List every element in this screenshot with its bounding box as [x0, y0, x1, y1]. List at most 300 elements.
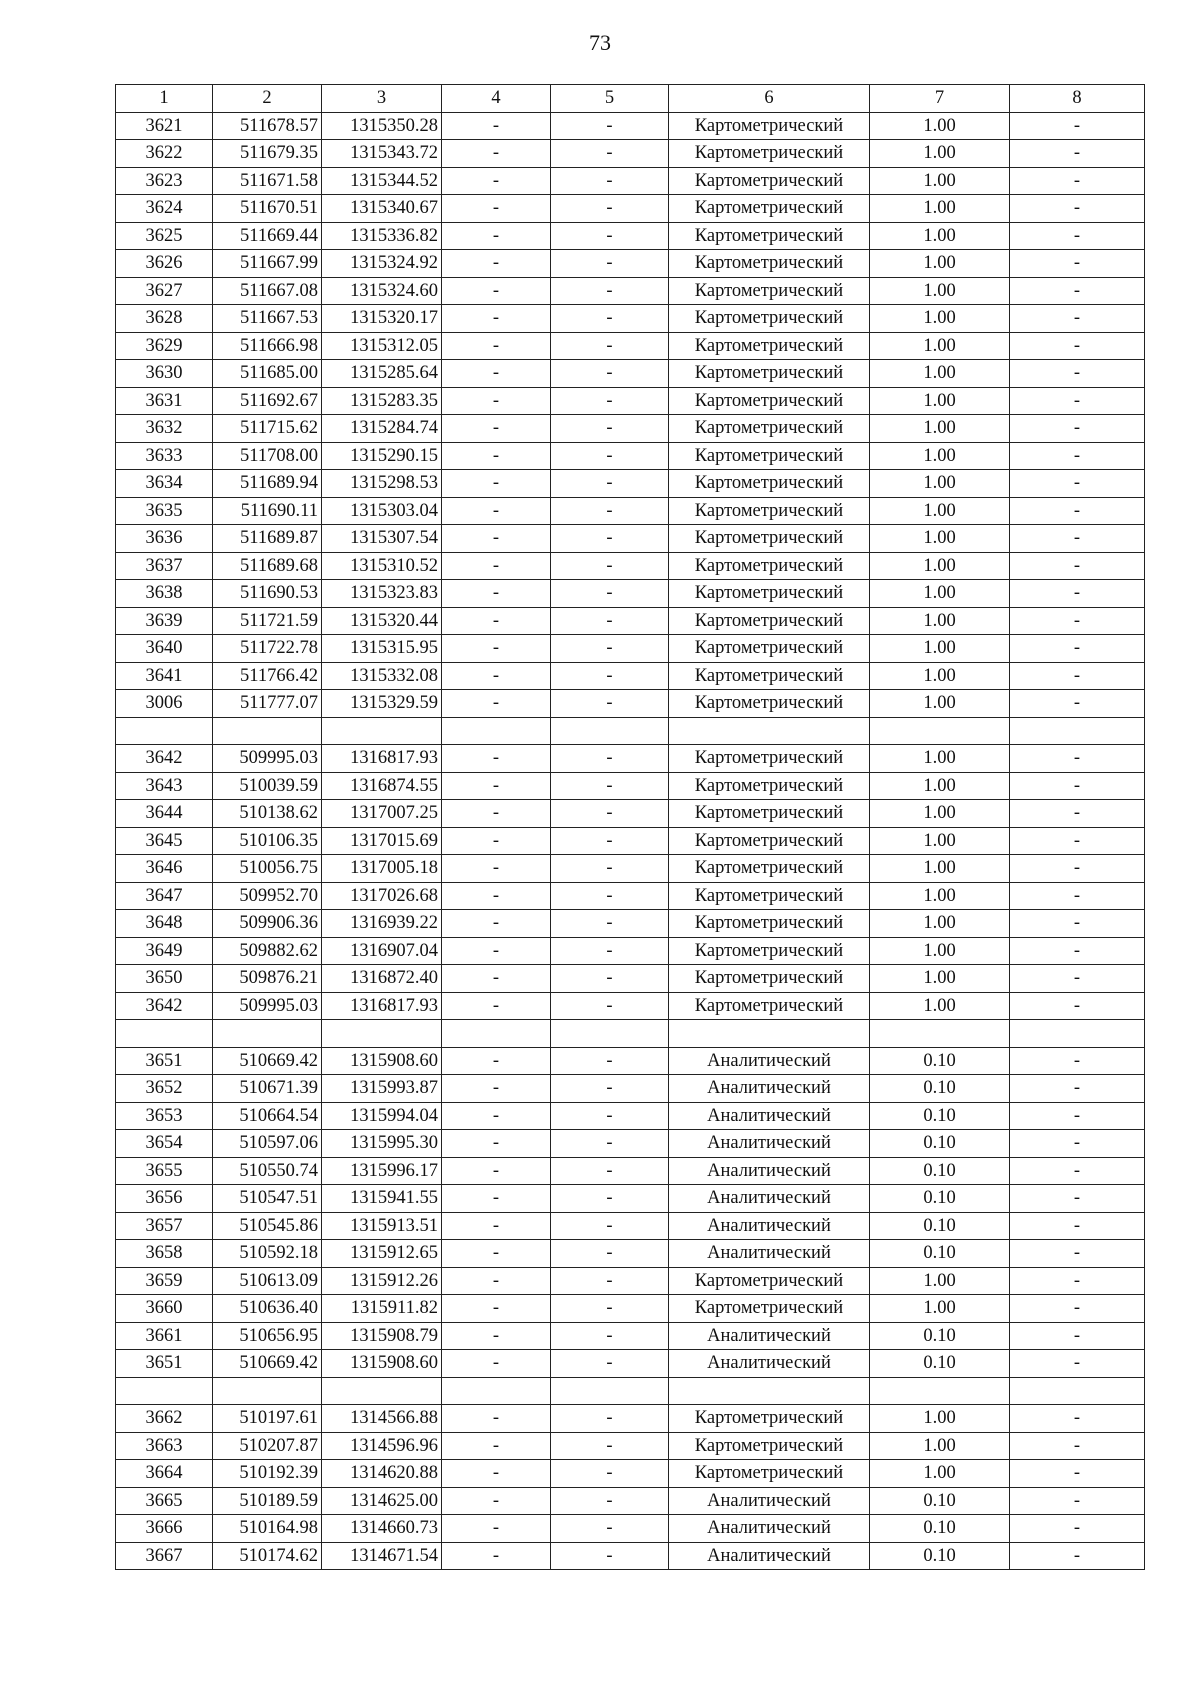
table-cell: -: [551, 1075, 669, 1103]
table-body: [116, 112, 1145, 1570]
table-cell: -: [551, 1267, 669, 1295]
table-cell: 3658: [116, 1240, 213, 1268]
table-cell: 511685.00: [213, 360, 322, 388]
table-cell: -: [551, 1157, 669, 1185]
table-cell: -: [442, 222, 551, 250]
table-cell: 1.00: [870, 745, 1010, 773]
table-cell: 3625: [116, 222, 213, 250]
table-cell: -: [551, 827, 669, 855]
table-cell: 510174.62: [213, 1542, 322, 1570]
column-header: 4: [442, 85, 551, 113]
table-cell: 3657: [116, 1212, 213, 1240]
empty-cell: [669, 1020, 870, 1048]
table-cell: Картометрический: [669, 305, 870, 333]
table-cell: 511689.87: [213, 525, 322, 553]
table-cell: 3651: [116, 1350, 213, 1378]
table-cell: -: [551, 1322, 669, 1350]
table-cell: 1.00: [870, 250, 1010, 278]
table-cell: -: [442, 662, 551, 690]
table-cell: Картометрический: [669, 360, 870, 388]
table-cell: Картометрический: [669, 772, 870, 800]
table-cell: Картометрический: [669, 167, 870, 195]
table-cell: 510613.09: [213, 1267, 322, 1295]
table-cell: 1316872.40: [322, 965, 442, 993]
table-cell: 510597.06: [213, 1130, 322, 1158]
table-cell: 0.10: [870, 1185, 1010, 1213]
coordinates-table: [115, 84, 1145, 1570]
table-cell: -: [442, 525, 551, 553]
table-cell: -: [1010, 1047, 1145, 1075]
table-cell: 510664.54: [213, 1102, 322, 1130]
table-cell: Картометрический: [669, 580, 870, 608]
table-cell: 1314620.88: [322, 1460, 442, 1488]
table-cell: 511667.08: [213, 277, 322, 305]
table-cell: -: [1010, 250, 1145, 278]
table-cell: -: [551, 1130, 669, 1158]
table-cell: 1.00: [870, 1460, 1010, 1488]
table-cell: -: [551, 1047, 669, 1075]
table-cell: 3637: [116, 552, 213, 580]
table-cell: -: [551, 1460, 669, 1488]
table-cell: -: [442, 690, 551, 718]
table-cell: -: [442, 937, 551, 965]
table-cell: 3631: [116, 387, 213, 415]
table-cell: 3659: [116, 1267, 213, 1295]
table-cell: 1.00: [870, 415, 1010, 443]
table-cell: -: [442, 195, 551, 223]
table-cell: Картометрический: [669, 1295, 870, 1323]
table-cell: -: [442, 1295, 551, 1323]
table-cell: Аналитический: [669, 1212, 870, 1240]
table-cell: 1.00: [870, 827, 1010, 855]
table-cell: 1.00: [870, 222, 1010, 250]
table-cell: -: [1010, 937, 1145, 965]
table-cell: 3652: [116, 1075, 213, 1103]
table-cell: -: [442, 1102, 551, 1130]
table-cell: 3650: [116, 965, 213, 993]
table-cell: 1316817.93: [322, 745, 442, 773]
table-cell: 3649: [116, 937, 213, 965]
table-cell: 0.10: [870, 1487, 1010, 1515]
table-cell: Аналитический: [669, 1322, 870, 1350]
table-cell: 1315908.79: [322, 1322, 442, 1350]
table-row: [116, 1157, 1145, 1185]
table-cell: 1.00: [870, 965, 1010, 993]
table-cell: 0.10: [870, 1157, 1010, 1185]
table-row: [116, 277, 1145, 305]
table-cell: 3662: [116, 1405, 213, 1433]
table-cell: -: [1010, 827, 1145, 855]
table-cell: 1315911.82: [322, 1295, 442, 1323]
table-cell: 511715.62: [213, 415, 322, 443]
table-cell: 3623: [116, 167, 213, 195]
table-cell: 1317015.69: [322, 827, 442, 855]
empty-cell: [1010, 1377, 1145, 1405]
table-cell: 1315993.87: [322, 1075, 442, 1103]
table-cell: -: [551, 745, 669, 773]
table-cell: 1.00: [870, 497, 1010, 525]
table-cell: -: [442, 800, 551, 828]
empty-cell: [551, 1020, 669, 1048]
table-cell: Картометрический: [669, 937, 870, 965]
table-cell: 1315320.17: [322, 305, 442, 333]
empty-cell: [116, 717, 213, 745]
table-cell: 1315908.60: [322, 1047, 442, 1075]
table-cell: -: [1010, 387, 1145, 415]
table-cell: -: [551, 1432, 669, 1460]
table-cell: 1315290.15: [322, 442, 442, 470]
table-cell: 1315323.83: [322, 580, 442, 608]
table-row: [116, 112, 1145, 140]
table-cell: 3636: [116, 525, 213, 553]
table-cell: 509882.62: [213, 937, 322, 965]
table-cell: 1315340.67: [322, 195, 442, 223]
table-cell: -: [551, 552, 669, 580]
table-cell: -: [442, 442, 551, 470]
table-cell: Картометрический: [669, 332, 870, 360]
table-cell: 1315996.17: [322, 1157, 442, 1185]
empty-cell: [116, 1377, 213, 1405]
table-cell: 0.10: [870, 1240, 1010, 1268]
table-cell: -: [551, 992, 669, 1020]
table-cell: 1.00: [870, 992, 1010, 1020]
table-cell: -: [551, 1487, 669, 1515]
table-cell: 1.00: [870, 882, 1010, 910]
table-cell: Аналитический: [669, 1075, 870, 1103]
table-cell: -: [442, 1267, 551, 1295]
table-cell: -: [551, 937, 669, 965]
table-cell: 1315941.55: [322, 1185, 442, 1213]
table-cell: -: [442, 1157, 551, 1185]
table-cell: 1314660.73: [322, 1515, 442, 1543]
table-cell: -: [551, 1240, 669, 1268]
table-cell: -: [1010, 497, 1145, 525]
table-cell: -: [1010, 800, 1145, 828]
empty-cell: [442, 1377, 551, 1405]
table-cell: 509876.21: [213, 965, 322, 993]
table-cell: 1315315.95: [322, 635, 442, 663]
table-cell: -: [1010, 1295, 1145, 1323]
table-cell: Картометрический: [669, 415, 870, 443]
table-cell: -: [1010, 442, 1145, 470]
table-row: [116, 360, 1145, 388]
empty-cell: [213, 1020, 322, 1048]
table-cell: -: [551, 277, 669, 305]
table-cell: -: [551, 250, 669, 278]
table-cell: Картометрический: [669, 1405, 870, 1433]
table-row: [116, 827, 1145, 855]
table-cell: -: [1010, 1350, 1145, 1378]
table-cell: Аналитический: [669, 1157, 870, 1185]
table-cell: -: [442, 635, 551, 663]
table-cell: 1317005.18: [322, 855, 442, 883]
table-cell: 1.00: [870, 360, 1010, 388]
table-cell: 1.00: [870, 470, 1010, 498]
table-cell: -: [551, 635, 669, 663]
table-cell: 1315303.04: [322, 497, 442, 525]
table-cell: 3651: [116, 1047, 213, 1075]
table-cell: -: [551, 800, 669, 828]
table-cell: Картометрический: [669, 222, 870, 250]
table-cell: 1315283.35: [322, 387, 442, 415]
table-cell: 3642: [116, 745, 213, 773]
table-cell: 511690.53: [213, 580, 322, 608]
table-cell: 1315994.04: [322, 1102, 442, 1130]
table-cell: -: [1010, 855, 1145, 883]
table-cell: Картометрический: [669, 112, 870, 140]
table-cell: 3638: [116, 580, 213, 608]
table-row: [116, 1185, 1145, 1213]
table-cell: Картометрический: [669, 662, 870, 690]
table-row: [116, 882, 1145, 910]
table-cell: -: [551, 580, 669, 608]
table-cell: 0.10: [870, 1102, 1010, 1130]
table-row: [116, 525, 1145, 553]
table-cell: 1315912.65: [322, 1240, 442, 1268]
table-cell: Картометрический: [669, 992, 870, 1020]
table-cell: 1316817.93: [322, 992, 442, 1020]
table-cell: -: [551, 662, 669, 690]
table-cell: 1314566.88: [322, 1405, 442, 1433]
table-cell: -: [1010, 1185, 1145, 1213]
table-row: [116, 1102, 1145, 1130]
table-row: [116, 497, 1145, 525]
table-cell: -: [442, 580, 551, 608]
table-row: [116, 1322, 1145, 1350]
table-cell: 1.00: [870, 690, 1010, 718]
table-cell: 1315285.64: [322, 360, 442, 388]
table-cell: 1.00: [870, 937, 1010, 965]
table-cell: -: [551, 690, 669, 718]
table-cell: Картометрический: [669, 690, 870, 718]
page-number: 73: [589, 30, 611, 55]
table-cell: 1.00: [870, 580, 1010, 608]
table-cell: 1.00: [870, 910, 1010, 938]
table-cell: 1315344.52: [322, 167, 442, 195]
table-cell: -: [442, 305, 551, 333]
table-cell: 1315329.59: [322, 690, 442, 718]
table-cell: 3006: [116, 690, 213, 718]
table-cell: 1.00: [870, 332, 1010, 360]
table-cell: 510592.18: [213, 1240, 322, 1268]
table-cell: 511670.51: [213, 195, 322, 223]
table-cell: -: [442, 1185, 551, 1213]
table-cell: -: [1010, 277, 1145, 305]
table-cell: -: [551, 387, 669, 415]
table-cell: 511722.78: [213, 635, 322, 663]
empty-cell: [870, 717, 1010, 745]
table-cell: -: [442, 497, 551, 525]
table-cell: -: [551, 470, 669, 498]
table-cell: Аналитический: [669, 1185, 870, 1213]
table-cell: 1.00: [870, 772, 1010, 800]
table-cell: 1315332.08: [322, 662, 442, 690]
table-cell: -: [551, 855, 669, 883]
table-cell: Картометрический: [669, 607, 870, 635]
table-cell: -: [551, 525, 669, 553]
table-row: [116, 855, 1145, 883]
table-cell: 1.00: [870, 1405, 1010, 1433]
table-cell: Картометрический: [669, 250, 870, 278]
table-cell: 1.00: [870, 552, 1010, 580]
table-cell: -: [442, 965, 551, 993]
table-cell: -: [442, 607, 551, 635]
table-cell: -: [442, 1047, 551, 1075]
table-cell: -: [551, 195, 669, 223]
table-cell: -: [551, 415, 669, 443]
table-cell: 510545.86: [213, 1212, 322, 1240]
table-row: [116, 167, 1145, 195]
table-cell: -: [1010, 662, 1145, 690]
table-row: [116, 607, 1145, 635]
table-cell: -: [442, 1515, 551, 1543]
table-cell: 1.00: [870, 167, 1010, 195]
table-cell: -: [1010, 332, 1145, 360]
empty-cell: [442, 717, 551, 745]
table-cell: 3639: [116, 607, 213, 635]
table-row: [116, 222, 1145, 250]
table-cell: 1316939.22: [322, 910, 442, 938]
table-row: [116, 800, 1145, 828]
table-cell: Картометрический: [669, 442, 870, 470]
table-cell: 3627: [116, 277, 213, 305]
empty-cell: [213, 717, 322, 745]
table-cell: 509995.03: [213, 992, 322, 1020]
table-cell: -: [442, 1460, 551, 1488]
table-cell: 510669.42: [213, 1350, 322, 1378]
table-cell: 3665: [116, 1487, 213, 1515]
table-cell: 510669.42: [213, 1047, 322, 1075]
table-cell: -: [551, 1350, 669, 1378]
table-cell: Картометрический: [669, 800, 870, 828]
column-header: 5: [551, 85, 669, 113]
table-cell: 511692.67: [213, 387, 322, 415]
table-cell: -: [1010, 1157, 1145, 1185]
empty-cell: [870, 1377, 1010, 1405]
table-row: [116, 387, 1145, 415]
table-cell: 3621: [116, 112, 213, 140]
table-cell: Аналитический: [669, 1047, 870, 1075]
table-cell: Аналитический: [669, 1130, 870, 1158]
table-cell: 3654: [116, 1130, 213, 1158]
table-row: [116, 1295, 1145, 1323]
table-cell: 1315343.72: [322, 140, 442, 168]
table-row: [116, 1350, 1145, 1378]
table-cell: -: [442, 827, 551, 855]
table-cell: 3624: [116, 195, 213, 223]
table-row: [116, 1047, 1145, 1075]
table-cell: 1315307.54: [322, 525, 442, 553]
table-row: [116, 1130, 1145, 1158]
table-cell: 1315312.05: [322, 332, 442, 360]
table-cell: 1314596.96: [322, 1432, 442, 1460]
table-cell: -: [442, 992, 551, 1020]
table-cell: 1315284.74: [322, 415, 442, 443]
table-cell: -: [1010, 745, 1145, 773]
group-separator-row: [116, 717, 1145, 745]
table-row: [116, 442, 1145, 470]
table-cell: -: [442, 1212, 551, 1240]
table-cell: -: [442, 470, 551, 498]
table-cell: Картометрический: [669, 140, 870, 168]
table-row: [116, 1432, 1145, 1460]
table-cell: -: [1010, 305, 1145, 333]
table-cell: 3647: [116, 882, 213, 910]
column-header: 2: [213, 85, 322, 113]
table-cell: -: [1010, 167, 1145, 195]
table-cell: Картометрический: [669, 1432, 870, 1460]
table-cell: 511667.53: [213, 305, 322, 333]
table-row: [116, 470, 1145, 498]
table-cell: -: [1010, 635, 1145, 663]
table-cell: 1.00: [870, 1432, 1010, 1460]
table-row: [116, 662, 1145, 690]
table-cell: 3653: [116, 1102, 213, 1130]
table-cell: Аналитический: [669, 1487, 870, 1515]
empty-cell: [116, 1020, 213, 1048]
table-cell: -: [442, 1432, 551, 1460]
table-cell: 3655: [116, 1157, 213, 1185]
table-cell: 3644: [116, 800, 213, 828]
table-cell: 511766.42: [213, 662, 322, 690]
table-cell: -: [551, 222, 669, 250]
table-row: [116, 1405, 1145, 1433]
table-cell: -: [442, 112, 551, 140]
table-cell: -: [551, 1212, 669, 1240]
table-cell: 1.00: [870, 195, 1010, 223]
table-cell: Аналитический: [669, 1542, 870, 1570]
table-cell: -: [442, 910, 551, 938]
table-cell: Аналитический: [669, 1350, 870, 1378]
empty-cell: [442, 1020, 551, 1048]
table-cell: Аналитический: [669, 1102, 870, 1130]
column-header: 8: [1010, 85, 1145, 113]
table-cell: -: [551, 1185, 669, 1213]
table-cell: Картометрический: [669, 195, 870, 223]
table-cell: 3656: [116, 1185, 213, 1213]
table-cell: -: [1010, 1542, 1145, 1570]
table-cell: -: [1010, 1212, 1145, 1240]
table-cell: -: [1010, 222, 1145, 250]
empty-cell: [669, 1377, 870, 1405]
table-cell: -: [551, 882, 669, 910]
table-cell: Картометрический: [669, 277, 870, 305]
table-row: [116, 1460, 1145, 1488]
table-cell: 1315320.44: [322, 607, 442, 635]
table-row: [116, 745, 1145, 773]
table-cell: -: [551, 442, 669, 470]
table-cell: 0.10: [870, 1075, 1010, 1103]
table-cell: 509906.36: [213, 910, 322, 938]
table-cell: 511669.44: [213, 222, 322, 250]
table-cell: 510192.39: [213, 1460, 322, 1488]
table-cell: 3648: [116, 910, 213, 938]
table-cell: 1.00: [870, 800, 1010, 828]
table-cell: 3661: [116, 1322, 213, 1350]
table-cell: 3645: [116, 827, 213, 855]
table-cell: 510039.59: [213, 772, 322, 800]
table-cell: 3666: [116, 1515, 213, 1543]
table-cell: 1.00: [870, 387, 1010, 415]
table-cell: -: [442, 1240, 551, 1268]
table-cell: -: [442, 250, 551, 278]
table-cell: -: [1010, 1487, 1145, 1515]
table-row: [116, 635, 1145, 663]
table-cell: -: [442, 1350, 551, 1378]
table-cell: Картометрический: [669, 525, 870, 553]
table-cell: 510106.35: [213, 827, 322, 855]
table-cell: 0.10: [870, 1047, 1010, 1075]
